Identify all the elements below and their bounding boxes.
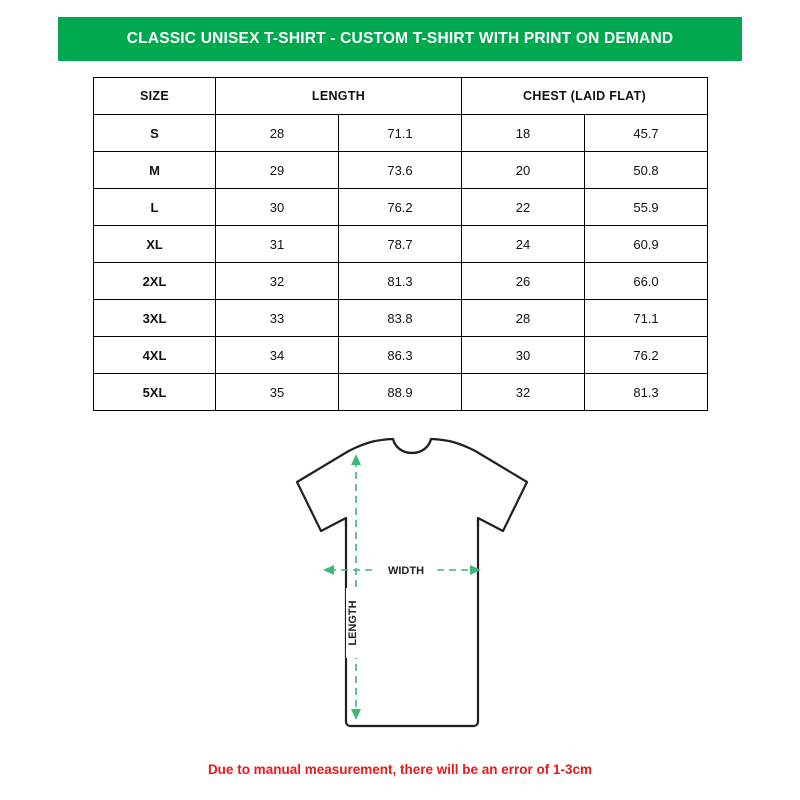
cell-length-cm: 86.3: [339, 337, 462, 374]
size-table-container: [93, 77, 707, 411]
tshirt-diagram: [235, 430, 565, 740]
cell-length-cm: 88.9: [339, 374, 462, 411]
size-table: [93, 77, 708, 411]
cell-size: 5XL: [94, 374, 216, 411]
cell-size: S: [94, 115, 216, 152]
length-label: LENGTH: [347, 600, 359, 646]
table-header-row: [94, 78, 708, 115]
cell-chest-cm: 81.3: [585, 374, 708, 411]
cell-length-cm: 76.2: [339, 189, 462, 226]
cell-length-cm: 81.3: [339, 263, 462, 300]
cell-size: L: [94, 189, 216, 226]
cell-chest-in: 24: [462, 226, 585, 263]
cell-chest-in: 20: [462, 152, 585, 189]
cell-length-in: 32: [216, 263, 339, 300]
table-row: [94, 189, 708, 226]
cell-length-cm: 78.7: [339, 226, 462, 263]
cell-length-in: 33: [216, 300, 339, 337]
cell-chest-in: 30: [462, 337, 585, 374]
cell-size: XL: [94, 226, 216, 263]
column-header-length: LENGTH: [216, 78, 462, 115]
cell-size: 2XL: [94, 263, 216, 300]
cell-chest-in: 22: [462, 189, 585, 226]
column-header-size: SIZE: [94, 78, 216, 115]
cell-size: 3XL: [94, 300, 216, 337]
table-row: [94, 374, 708, 411]
cell-chest-cm: 50.8: [585, 152, 708, 189]
cell-chest-in: 18: [462, 115, 585, 152]
table-row: [94, 300, 708, 337]
cell-length-in: 30: [216, 189, 339, 226]
cell-chest-in: 26: [462, 263, 585, 300]
cell-chest-cm: 55.9: [585, 189, 708, 226]
cell-chest-cm: 60.9: [585, 226, 708, 263]
cell-length-in: 29: [216, 152, 339, 189]
table-row: [94, 115, 708, 152]
header-banner: [58, 17, 742, 61]
table-row: [94, 226, 708, 263]
cell-length-cm: 83.8: [339, 300, 462, 337]
cell-length-in: 35: [216, 374, 339, 411]
width-label: WIDTH: [387, 565, 425, 577]
cell-length-cm: 73.6: [339, 152, 462, 189]
table-header: [94, 78, 708, 115]
cell-size: 4XL: [94, 337, 216, 374]
measurement-disclaimer: Due to manual measurement, there will be an error of 1-3cm: [207, 762, 593, 777]
cell-length-in: 28: [216, 115, 339, 152]
cell-chest-cm: 76.2: [585, 337, 708, 374]
cell-chest-cm: 66.0: [585, 263, 708, 300]
page-title: CLASSIC UNISEX T-SHIRT - CUSTOM T-SHIRT WITH PRINT ON DEMAND: [126, 30, 674, 47]
tshirt-outline-icon: [297, 439, 527, 726]
table-row: [94, 263, 708, 300]
table-row: [94, 337, 708, 374]
cell-chest-cm: 45.7: [585, 115, 708, 152]
cell-length-in: 31: [216, 226, 339, 263]
cell-chest-cm: 71.1: [585, 300, 708, 337]
cell-size: M: [94, 152, 216, 189]
cell-chest-in: 32: [462, 374, 585, 411]
cell-chest-in: 28: [462, 300, 585, 337]
cell-length-cm: 71.1: [339, 115, 462, 152]
cell-length-in: 34: [216, 337, 339, 374]
column-header-chest: CHEST (LAID FLAT): [462, 78, 708, 115]
table-body: [94, 115, 708, 411]
table-row: [94, 152, 708, 189]
